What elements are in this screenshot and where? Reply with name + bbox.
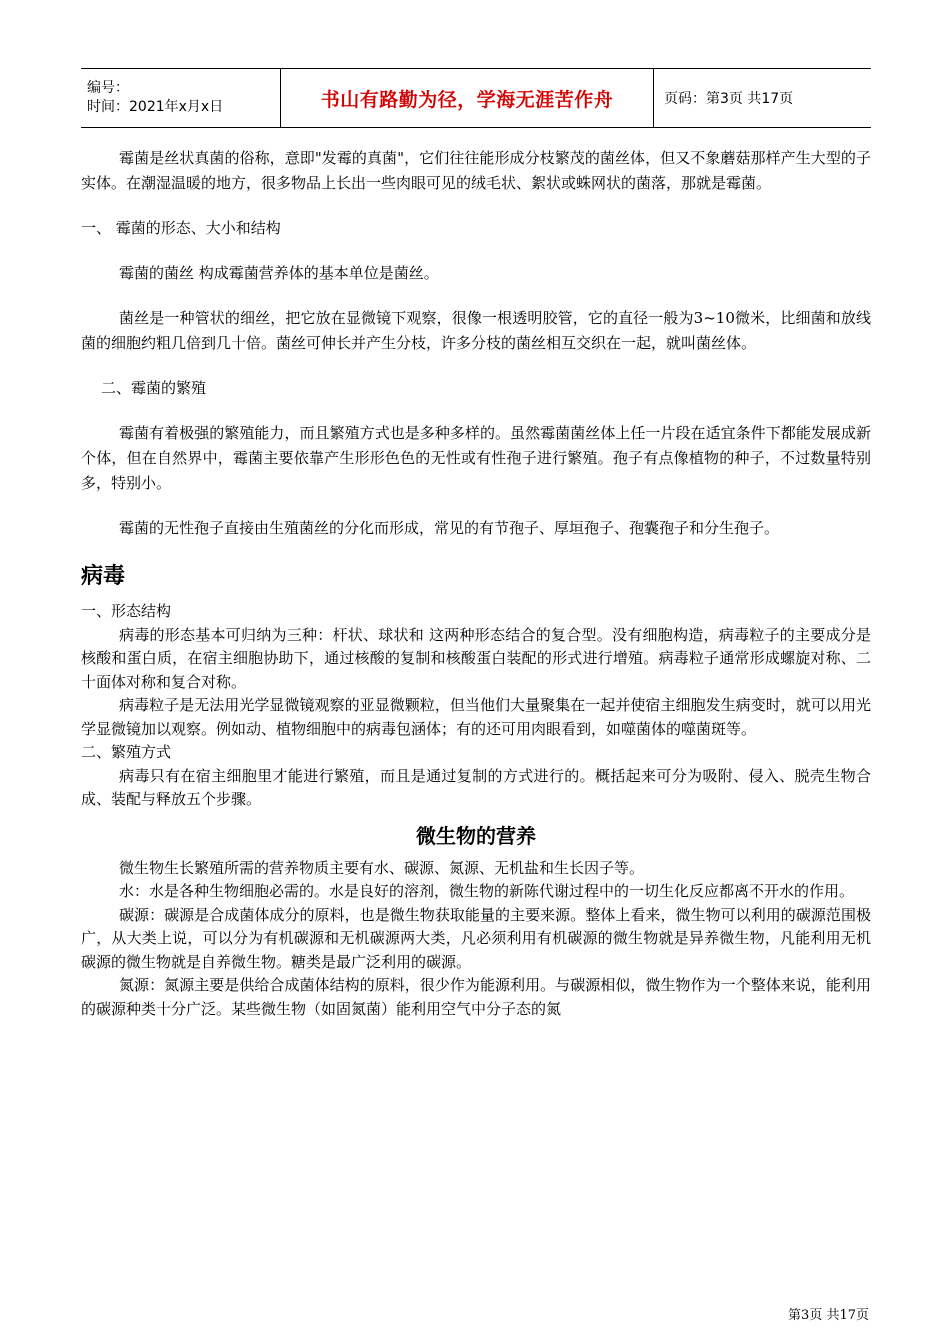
motto-text: 书山有路勤为径，学海无涯苦作舟: [320, 88, 614, 111]
mold-paragraph-4: 霉菌的无性孢子直接由生殖菌丝的分化而形成，常见的有节孢子、厚垣孢子、孢囊孢子和分生孢子。: [119, 519, 780, 537]
nutrition-paragraph-3: 碳源：碳源是合成菌体成分的原料，也是微生物获取能量的主要来源。整体上看来，微生物可以利用的碳源范围极广，从大类上说，可以分为有机碳源和无机碳源两大类，凡必须利用有机碳源的微生物就是异养微生物，凡能利用无机碳源的微生物就是自养微生物。糖类是最广泛利用的碳源。: [81, 905, 871, 971]
virus-title: 病毒: [81, 564, 126, 589]
page-header: [81, 68, 871, 128]
date-label: 时间：2021年x月x日: [87, 99, 224, 115]
nutrition-paragraph-2: 水：水是各种生物细胞必需的。水是良好的溶剂，微生物的新陈代谢过程中的一切生化反应都离不开水的作用。: [119, 882, 855, 900]
number-label: 编号：: [87, 80, 129, 96]
header-page-label: [654, 69, 871, 127]
nutrition-paragraph-4: 氮源：氮源主要是供给合成菌体结构的原料，很少作为能源利用。与碳源相似，微生物作为一个整体来说，能利用的碳源种类十分广泛。某些微生物（如固氮菌）能利用空气中分子态的氮: [81, 976, 871, 1018]
virus-heading-1: 一、形态结构: [81, 602, 172, 620]
mold-paragraph-3: 霉菌有着极强的繁殖能力，而且繁殖方式也是多种多样的。虽然霉菌菌丝体上任一片段在适宜条件下都能发展成新个体，但在自然界中，霉菌主要依靠产生形形色色的无性或有性孢子进行繁殖。孢子有点像植物的种子，不过数量特别多，特别小。: [81, 424, 871, 492]
page-footer: [788, 1304, 869, 1323]
mold-paragraph-1: 霉菌的菌丝 构成霉菌营养体的基本单位是菌丝。: [119, 264, 439, 282]
mold-paragraph-2: 菌丝是一种管状的细丝，把它放在显微镜下观察，很像一根透明胶管，它的直径一般为3~10微米，比细菌和放线菌的细胞约粗几倍到几十倍。菌丝可伸长并产生分枝，许多分枝的菌丝相互交织在一起，就叫菌丝体。: [81, 309, 871, 352]
virus-heading-2: 二、繁殖方式: [81, 743, 172, 761]
header-meta: [81, 69, 281, 127]
page-label-text: 页码：第3页 共17页: [664, 91, 794, 107]
virus-paragraph-1: 病毒的形态基本可归纳为三种：杆状、球状和 这两种形态结合的复合型。没有细胞构造，病毒粒子的主要成分是核酸和蛋白质，在宿主细胞协助下，通过核酸的复制和核酸蛋白装配的形式进行增殖。病毒粒子通常形成螺旋对称、二十面体对称和复合对称。: [81, 625, 871, 691]
nutrition-paragraph-1: 微生物生长繁殖所需的营养物质主要有水、碳源、氮源、无机盐和生长因子等。: [119, 858, 645, 877]
document-body: [81, 146, 871, 1021]
virus-paragraph-2: 病毒粒子是无法用光学显微镜观察的亚显微颗粒，但当他们大量聚集在一起并使宿主细胞发生病变时，就可以用光学显微镜加以观察。例如动、植物细胞中的病毒包涵体；有的还可用肉眼看到，如噬菌体的噬菌斑等。: [81, 696, 871, 738]
mold-heading-1: 一、 霉菌的形态、大小和结构: [81, 219, 281, 237]
header-motto: [281, 69, 654, 127]
footer-page-number: 第3页 共17页: [788, 1308, 869, 1323]
mold-heading-2: 二、霉菌的繁殖: [101, 379, 207, 397]
mold-intro: 霉菌是丝状真菌的俗称，意即"发霉的真菌"，它们往往能形成分枝繁茂的菌丝体，但又不象蘑菇那样产生大型的子实体。在潮湿温暖的地方，很多物品上长出一些肉眼可见的绒毛状、絮状或蛛网状的菌落，那就是霉菌。: [81, 149, 871, 192]
virus-paragraph-3: 病毒只有在宿主细胞里才能进行繁殖，而且是通过复制的方式进行的。概括起来可分为吸附、侵入、脱壳生物合成、装配与释放五个步骤。: [81, 766, 871, 808]
nutrition-title: 微生物的营养: [416, 823, 536, 848]
